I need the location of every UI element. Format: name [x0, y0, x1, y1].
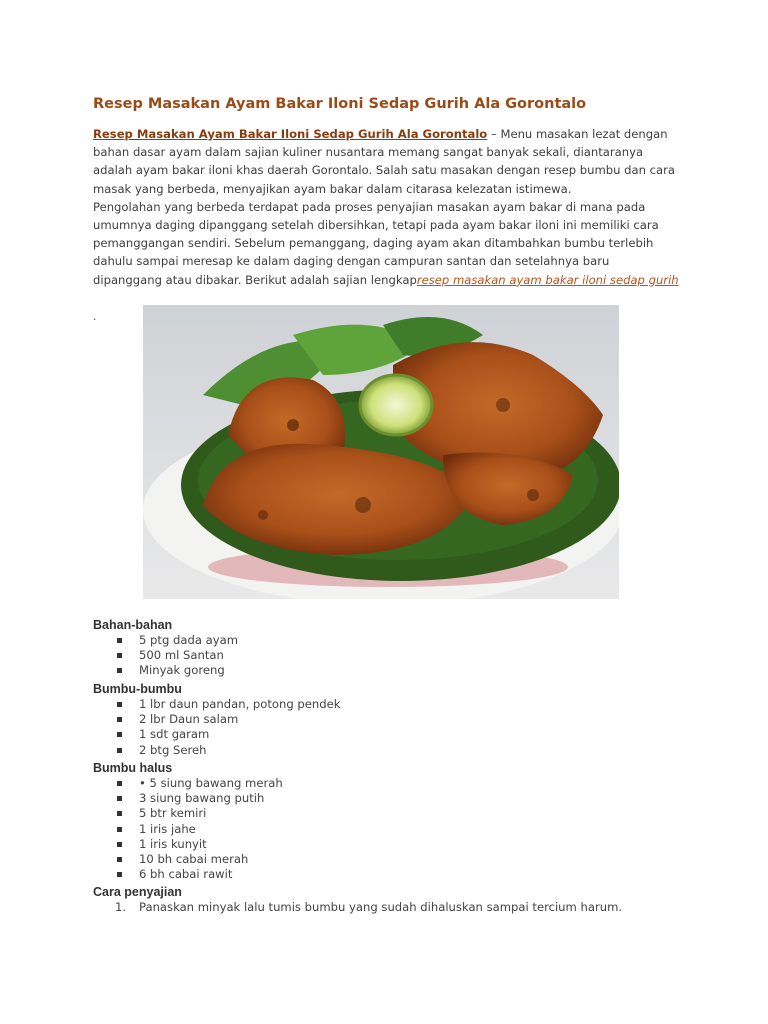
- chicken-photo: [143, 305, 619, 599]
- list-item: 5 btr kemiri: [93, 806, 283, 821]
- list-item: 6 bh cabai rawit: [93, 867, 283, 882]
- article-title: Resep Masakan Ayam Bakar Iloni Sedap Gurih Ala Gorontalo: [93, 96, 587, 112]
- list-item: 5 ptg dada ayam: [93, 633, 238, 648]
- bahan-heading: Bahan-bahan: [93, 618, 173, 632]
- list-item: 1 lbr daun pandan, potong pendek: [93, 697, 340, 712]
- list-item: Minyak goreng: [93, 663, 238, 678]
- paragraph-2: Pengolahan yang berbeda terdapat pada proses penyajian masakan ayam bakar di mana pada umumnya daging dipanggang setelah dibersihkan, tetapi pada ayam bakar iloni ini memiliki cara pemanggangan sendiri. Sebelum pemanggang, daging ayam akan ditambahkan bumbu terlebih dahulu sampai meresap ke dalam daging dengan campuran santan dan setelahnya baru dipanggang atau dibakar. Berikut adalah sajian lengkap: [93, 199, 659, 287]
- article-body: [93, 125, 679, 289]
- cara-heading: Cara penyajian: [93, 885, 182, 899]
- dot-marker: .: [93, 309, 97, 323]
- intro-text: – Menu masakan lezat dengan bahan dasar ayam dalam sajian kuliner nusantara memang sangat banyak sekali, diantaranya adalah ayam bakar iloni khas daerah Gorontalo. Salah satu masakan dengan resep bumbu dan cara masak yang berbeda, menyajikan ayam bakar dalam citarasa kelezatan istimewa.: [93, 127, 676, 196]
- step-text: Panaskan minyak lalu tumis bumbu yang sudah dihaluskan sampai tercium harum.: [139, 900, 623, 914]
- list-item: 500 ml Santan: [93, 648, 238, 663]
- list-item: 1 sdt garam: [93, 727, 340, 742]
- bumbu-halus-list: [93, 776, 283, 882]
- cara-steps: [93, 900, 622, 915]
- step-number: 1.: [115, 900, 127, 914]
- list-item: 10 bh cabai merah: [93, 852, 283, 867]
- list-item: • 5 siung bawang merah: [93, 776, 283, 791]
- bahan-list: [93, 633, 238, 679]
- step-item: [93, 900, 622, 915]
- bumbu-heading: Bumbu-bumbu: [93, 682, 182, 696]
- list-item: 3 siung bawang putih: [93, 791, 283, 806]
- list-item: 2 lbr Daun salam: [93, 712, 340, 727]
- recipe-link[interactable]: resep masakan ayam bakar iloni sedap gurih: [416, 272, 679, 287]
- bumbu-list: [93, 697, 340, 758]
- bumbu-halus-heading: Bumbu halus: [93, 761, 173, 775]
- list-item: 1 iris kunyit: [93, 837, 283, 852]
- list-item: 2 btg Sereh: [93, 743, 340, 758]
- list-item: 1 iris jahe: [93, 822, 283, 837]
- title-link[interactable]: Resep Masakan Ayam Bakar Iloni Sedap Gurih Ala Gorontalo: [93, 127, 488, 141]
